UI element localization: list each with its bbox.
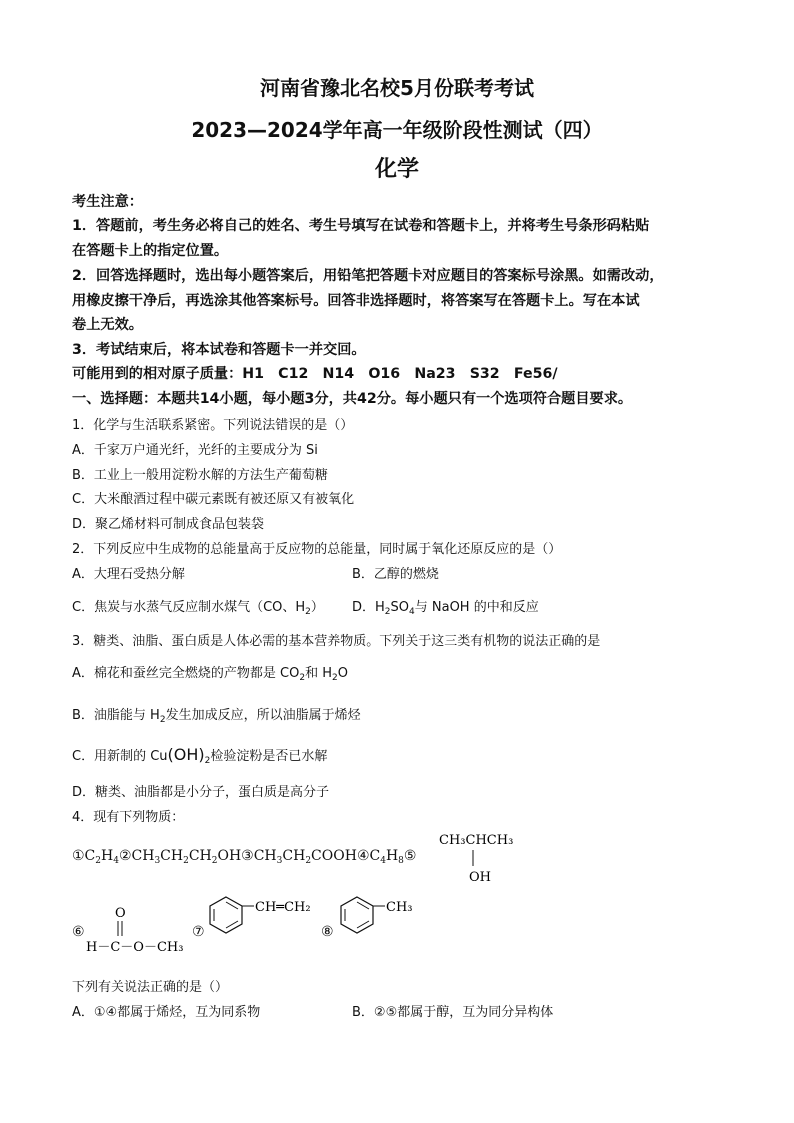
q1-option-b: B．工业上一般用淀粉水解的方法生产葡萄糖 [72,468,328,483]
label-8: ⑧ [321,924,334,940]
atomic-masses: 可能用到的相对原子质量：H1 C12 N14 O16 Na23 S32 Fe56/ [72,366,558,382]
q2-option-c: C．焦炭与水蒸气反应制水煤气（CO、$H_2$） [72,600,324,617]
q4-option-a: A．①④都属于烯烃，互为同系物 [72,1005,261,1020]
exam-title: 河南省豫北名校5月份联考考试 [260,76,534,100]
q3-stem: 3．糖类、油脂、蛋白质是人体必需的基本营养物质。下列关于这三类有机物的说法正确的是 [72,634,601,649]
q3-option-c: C．用新制的 $Cu(OH)_2$检验淀粉是否已水解 [72,745,328,766]
notice-item-2: 2．回答选择题时，选出每小题答案后，用铅笔把答题卡对应题目的答案标号涂黑。如需改动， [72,268,664,284]
s8-methyl: CH₃ [386,900,413,915]
q2-option-b: B．乙醇的燃烧 [352,567,439,582]
notice-item-3: 3．考试结束后，将本试卷和答题卡一并交回。 [72,342,366,358]
subject-title: 化学 [374,157,419,182]
exam-subtitle: 2023—2024学年高一年级阶段性测试（四） [191,118,603,142]
q2-option-d: D．$H_2SO_4$与 NaOH 的中和反应 [352,600,539,617]
notice-item-2-cont: 用橡皮擦干净后，再选涂其他答案标号。回答非选择题时，将答案写在答题卡上。写在本试 [72,293,640,309]
q4-option-b: B．②⑤都属于醇，互为同分异构体 [352,1005,554,1020]
q4-substances-row: $①C_2H_4②CH_3CH_2CH_2OH③CH_3CH_2COOH④C_4H_8⑤$ [72,848,417,866]
substance-5-structure [432,830,542,886]
s6-carbonyl-o: O [115,906,126,921]
q4-stem: 4．现有下列物质： [72,810,185,825]
q2-stem: 2．下列反应中生成物的总能量高于反应物的总能量，同时属于氧化还原反应的是（） [72,542,562,557]
substance-8-structure [337,893,427,945]
q3-option-d: D．糖类、油脂都是小分子，蛋白质是高分子 [72,785,330,800]
q1-option-d: D．聚乙烯材料可制成食品包装袋 [72,517,265,532]
q1-stem: 1．化学与生活联系紧密。下列说法错误的是（） [72,418,354,433]
q4-question: 下列有关说法正确的是（） [72,980,229,995]
s6-chain: H－C－O－CH₃ [86,940,184,955]
section-heading: 一、选择题：本题共14小题，每小题3分，共42分。每小题只有一个选项符合题目要求。 [72,391,633,407]
s5-chain: CH₃CHCH₃ [439,833,514,848]
q1-option-a: A．千家万户通光纤，光纤的主要成分为 Si [72,443,318,458]
notice-item-1-cont: 在答题卡上的指定位置。 [72,243,229,259]
label-7: ⑦ [192,924,205,940]
q1-option-c: C．大米酿酒过程中碳元素既有被还原又有被氧化 [72,492,355,507]
s7-vinyl: CH═CH₂ [255,900,311,915]
notice-item-1: 1．答题前，考生务必将自己的姓名、考生号填写在试卷和答题卡上，并将考生号条形码粘贴 [72,218,650,234]
q3-option-a: A．棉花和蚕丝完全燃烧的产物都是 $CO_2$和 $H_2O$ [72,666,348,683]
notice-heading: 考生注意： [72,194,143,210]
label-6: ⑥ [72,924,85,940]
q2-option-a: A．大理石受热分解 [72,567,185,582]
q3-option-b: B．油脂能与 $H_2$发生加成反应，所以油脂属于烯烃 [72,708,361,725]
s5-hydroxyl: OH [469,870,491,885]
notice-item-2-end: 卷上无效。 [72,317,143,333]
substance-7-structure [206,893,336,945]
substance-6-structure [86,903,196,959]
